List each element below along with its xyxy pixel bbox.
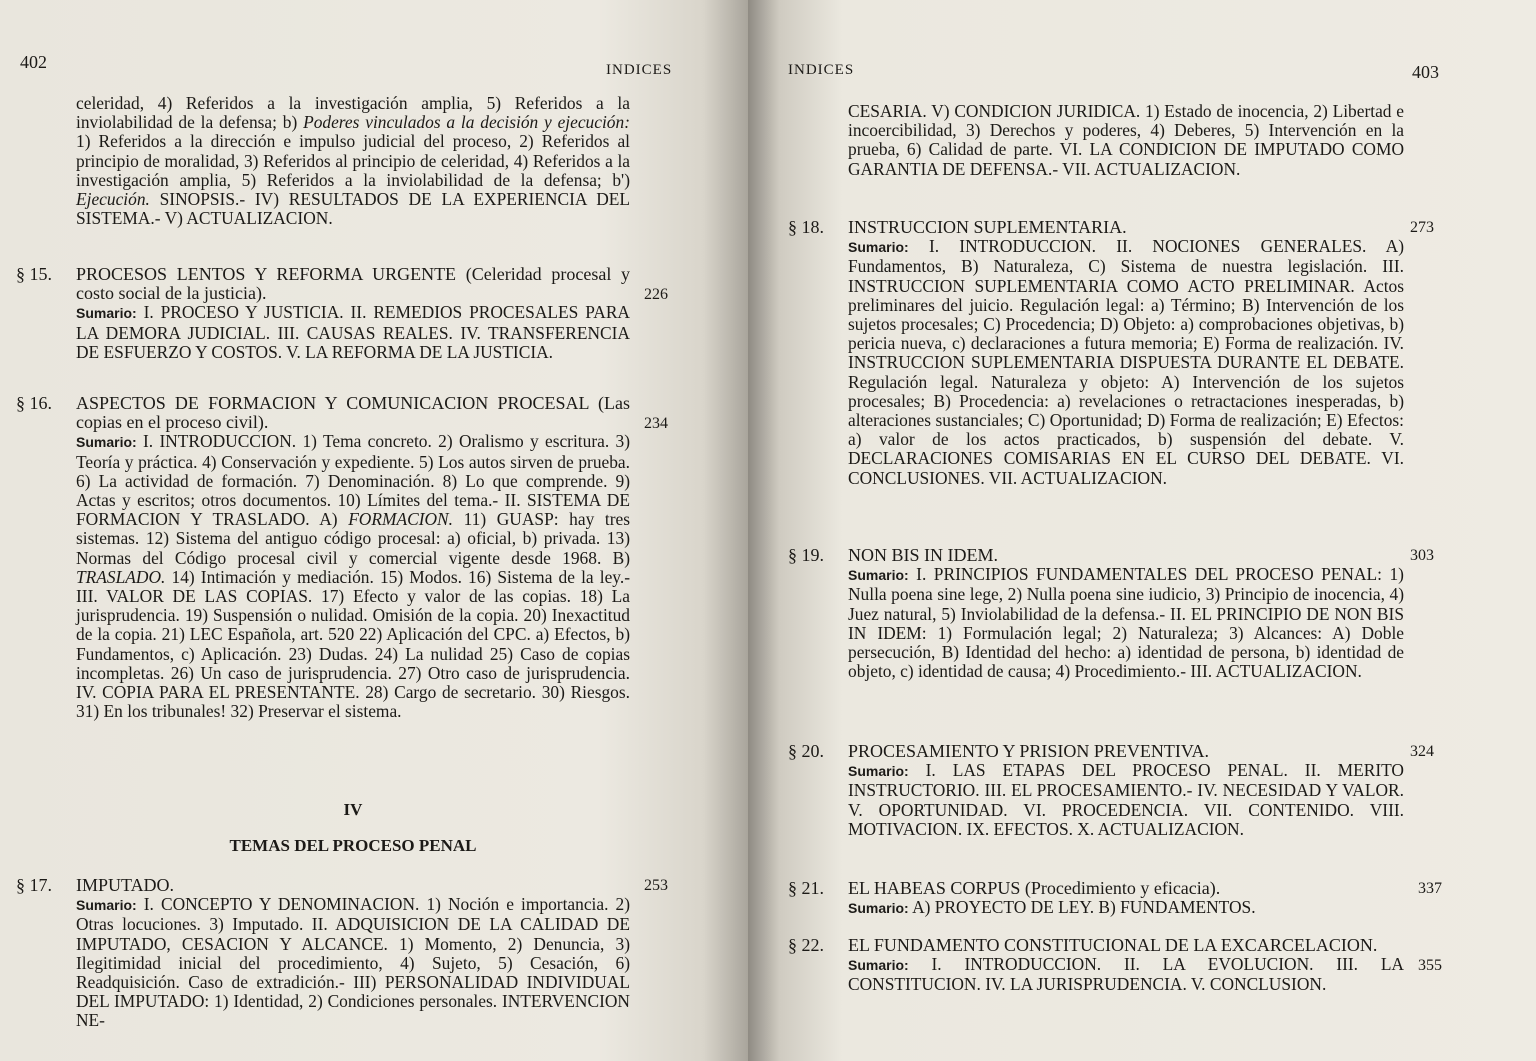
- entry-title: ASPECTOS DE FORMACION Y COMUNICACION PROCESAL (Las copias en el proceso civil).: [76, 393, 630, 433]
- continuation-text: celeridad, 4) Referidos a la investigación amplia, 5) Referidos a la inviolabilidad de la defensa; b) Poderes vinculados a la decisión y ejecución: 1) Referidos a la dirección e impulso judicial del proceso, 2) Referidos al principio de moralidad, 3) Referidos al principio de celeridad, 4) Referidos a la investigación amplia, 5) Referidos a la inviolabilidad de la defensa; b') Ejecución. SINOPSIS.- IV) RESULTADOS DE LA EXPERIENCIA DEL SISTEMA.- V) ACTUALIZACION.: [76, 93, 630, 229]
- index-entry: [16, 875, 668, 1031]
- section-number: § 15.: [16, 264, 52, 284]
- entry-summary: Sumario: I. INTRODUCCION. II. LA EVOLUCION. III. LA CONSTITUCION. IV. LA JURISPRUDENCIA. V. CONCLUSION.: [848, 954, 1404, 995]
- page-number: 402: [20, 52, 47, 72]
- index-entry: [16, 264, 668, 362]
- continuation-block: [76, 94, 630, 228]
- entry-title: INSTRUCCION SUPLEMENTARIA.: [848, 217, 1127, 237]
- entry-summary: Sumario: I. LAS ETAPAS DEL PROCESO PENAL. II. MERITO INSTRUCTORIO. III. EL PROCESAMIENTO.- IV. NECESIDAD Y VALOR. V. OPORTUNIDAD. VI. PROCEDENCIA. VII. CONTENIDO. VIII. MOTIVACION. IX. EFECTOS. X. ACTUALIZACION.: [848, 760, 1404, 839]
- section-number: § 20.: [788, 741, 824, 761]
- section-number: § 21.: [788, 878, 824, 898]
- entry-page: 226: [644, 286, 668, 303]
- entry-page: 303: [1410, 547, 1434, 564]
- entry-title: NON BIS IN IDEM.: [848, 545, 998, 565]
- continuation-text: CESARIA. V) CONDICION JURIDICA. 1) Estado de inocencia, 2) Libertad e incoercibilidad, 3) Derechos y poderes, 4) Deberes, 5) Intervención en la prueba, 6) Calidad de parte. VI. LA CONDICION DE IMPUTADO COMO GARANTIA DE DEFENSA.- VII. ACTUALIZACION.: [848, 101, 1404, 179]
- section-number: § 22.: [788, 935, 824, 955]
- entry-title: PROCESAMIENTO Y PRISION PREVENTIVA.: [848, 741, 1210, 761]
- entry-page: 253: [644, 877, 668, 894]
- entry-summary: Sumario: I. PROCESO Y JUSTICIA. II. REMEDIOS PROCESALES PARA LA DEMORA JUDICIAL. III. CAUSAS REALES. IV. TRANSFERENCIA DE ESFUERZO Y COSTOS. V. LA REFORMA DE LA JUSTICIA.: [76, 302, 630, 362]
- entry-title: EL HABEAS CORPUS (Procedimiento y eficacia).: [848, 878, 1221, 898]
- entry-summary: Sumario: I. CONCEPTO Y DENOMINACION. 1) Noción e importancia. 2) Otras locuciones. 3) Imputado. II. ADQUISICION DE LA CALIDAD DE IMPUTADO, CESACION Y ALCANCE. 1) Momento, 2) Denuncia, 3) Ilegitimidad inicial del procedimiento, 4) Sujeto, 5) Cesación, 6) Readquisición. Caso de extradición.- III) PERSONALIDAD INDIVIDUAL DEL IMPUTADO: 1) Identidad, 2) Condiciones personales. INTERVENCION NE-: [76, 894, 630, 1031]
- entry-page: 273: [1410, 219, 1434, 236]
- chapter-title: TEMAS DEL PROCESO PENAL: [229, 836, 477, 855]
- entry-summary: Sumario: I. INTRODUCCION. 1) Tema concreto. 2) Oralismo y escritura. 3) Teoría y práctica. 4) Conservación y expediente. 5) Los autos sirven de prueba. 6) La actividad de formación. 7) Denominación. 8) Lo que comprende. 9) Actas y escritos; otros documentos. 10) Límites del tema.- II. SISTEMA DE FORMACION Y TRASLADO. A) FORMACION. 11) GUASP: hay tres sistemas. 12) Sistema del antiguo código procesal: a) oficial, b) privada. 13) Normas del Código procesal civil y comercial vigente desde 1968. B) TRASLADO. 14) Intimación y mediación. 15) Modos. 16) Sistema de la ley.- III. VALOR DE LAS COPIAS. 17) Efecto y valor de las copias. 18) La jurisprudencia. 19) Suspensión o nulidad. Omisión de la copia. 20) Inexactitud de la copia. 21) LEC Española, art. 520 22) Aplicación del CPC. a) Efectos, b) Fundamentos, c) Aplicación. 23) Dudas. 24) La nulidad 25) Caso de copias incompletas. 26) Un caso de jurisprudencia. 27) Otro caso de jurisprudencia. IV. COPIA PARA EL PRESENTANTE. 28) Cargo de secretario. 30) Riesgos. 31) En los tribunales! 32) Preservar el sistema.: [76, 431, 630, 722]
- entry-page: 324: [1410, 743, 1434, 760]
- index-entry: [788, 217, 1434, 488]
- running-head: INDICES: [606, 62, 673, 78]
- index-entry: [788, 741, 1434, 839]
- left-page: [0, 0, 748, 1061]
- entry-page: 337: [1418, 880, 1442, 897]
- continuation-block: [848, 102, 1404, 179]
- entry-summary: Sumario: I. PRINCIPIOS FUNDAMENTALES DEL PROCESO PENAL: 1) Nulla poena sine lege, 2) Nulla poena sine iudicio, 3) Principio de inocencia, 4) Juez natural, 5) Inviolabilidad de la defensa.- II. EL PRINCIPIO DE NON BIS IN IDEM: 1) Formulación legal; 2) Naturaleza; 3) Alcances: A) Doble persecución, B) Identidad del hecho: a) identidad de persona, b) identidad de objeto, c) identidad de causa; 4) Procedimiento.- III. ACTUALIZACION.: [848, 564, 1404, 682]
- right-page: [748, 0, 1536, 1061]
- index-entry: [788, 878, 1442, 918]
- page-number: 403: [1412, 62, 1439, 82]
- running-head: INDICES: [788, 62, 855, 78]
- index-entry: [16, 393, 668, 722]
- index-entry: [788, 935, 1442, 995]
- section-number: § 17.: [16, 875, 52, 895]
- section-number: § 16.: [16, 393, 52, 413]
- entry-page: 355: [1418, 957, 1442, 974]
- entry-summary: Sumario: A) PROYECTO DE LEY. B) FUNDAMENTOS.: [848, 897, 1256, 918]
- entry-title: EL FUNDAMENTO CONSTITUCIONAL DE LA EXCARCELACION.: [848, 935, 1378, 955]
- chapter-number: IV: [343, 800, 363, 819]
- entry-title: PROCESOS LENTOS Y REFORMA URGENTE (Celeridad procesal y costo social de la justicia).: [76, 264, 630, 304]
- entry-summary: Sumario: I. INTRODUCCION. II. NOCIONES GENERALES. A) Fundamentos, B) Naturaleza, C) Sistema de nuestra legislación. III. INSTRUCCION SUPLEMENTARIA COMO ACTO PRELIMINAR. Actos preliminares del juicio. Regulación legal: a) Término; B) Intervención de los sujetos procesales; C) Procedencia; D) Objeto: a) comprobaciones objetivas, b) pericia nueva, c) declaraciones a futura memoria; E) Forma de realización. IV. INSTRUCCION SUPLEMENTARIA DISPUESTA DURANTE EL DEBATE. Regulación legal. Naturaleza y objeto: A) Intervención de los sujetos procesales; B) Procedencia: a) revelaciones o retractaciones inesperadas, b) alteraciones sustanciales; C) Oportunidad; D) Forma de realización; E) Efectos: a) valor de los actos practicados, b) suspensión del debate. V. DECLARACIONES COMISARIAS EN EL CURSO DEL DEBATE. VI. CONCLUSIONES. VII. ACTUALIZACION.: [848, 236, 1404, 488]
- index-entry: [788, 545, 1434, 682]
- section-number: § 19.: [788, 545, 824, 565]
- entry-page: 234: [644, 415, 668, 432]
- section-number: § 18.: [788, 217, 824, 237]
- entry-title: IMPUTADO.: [76, 875, 175, 895]
